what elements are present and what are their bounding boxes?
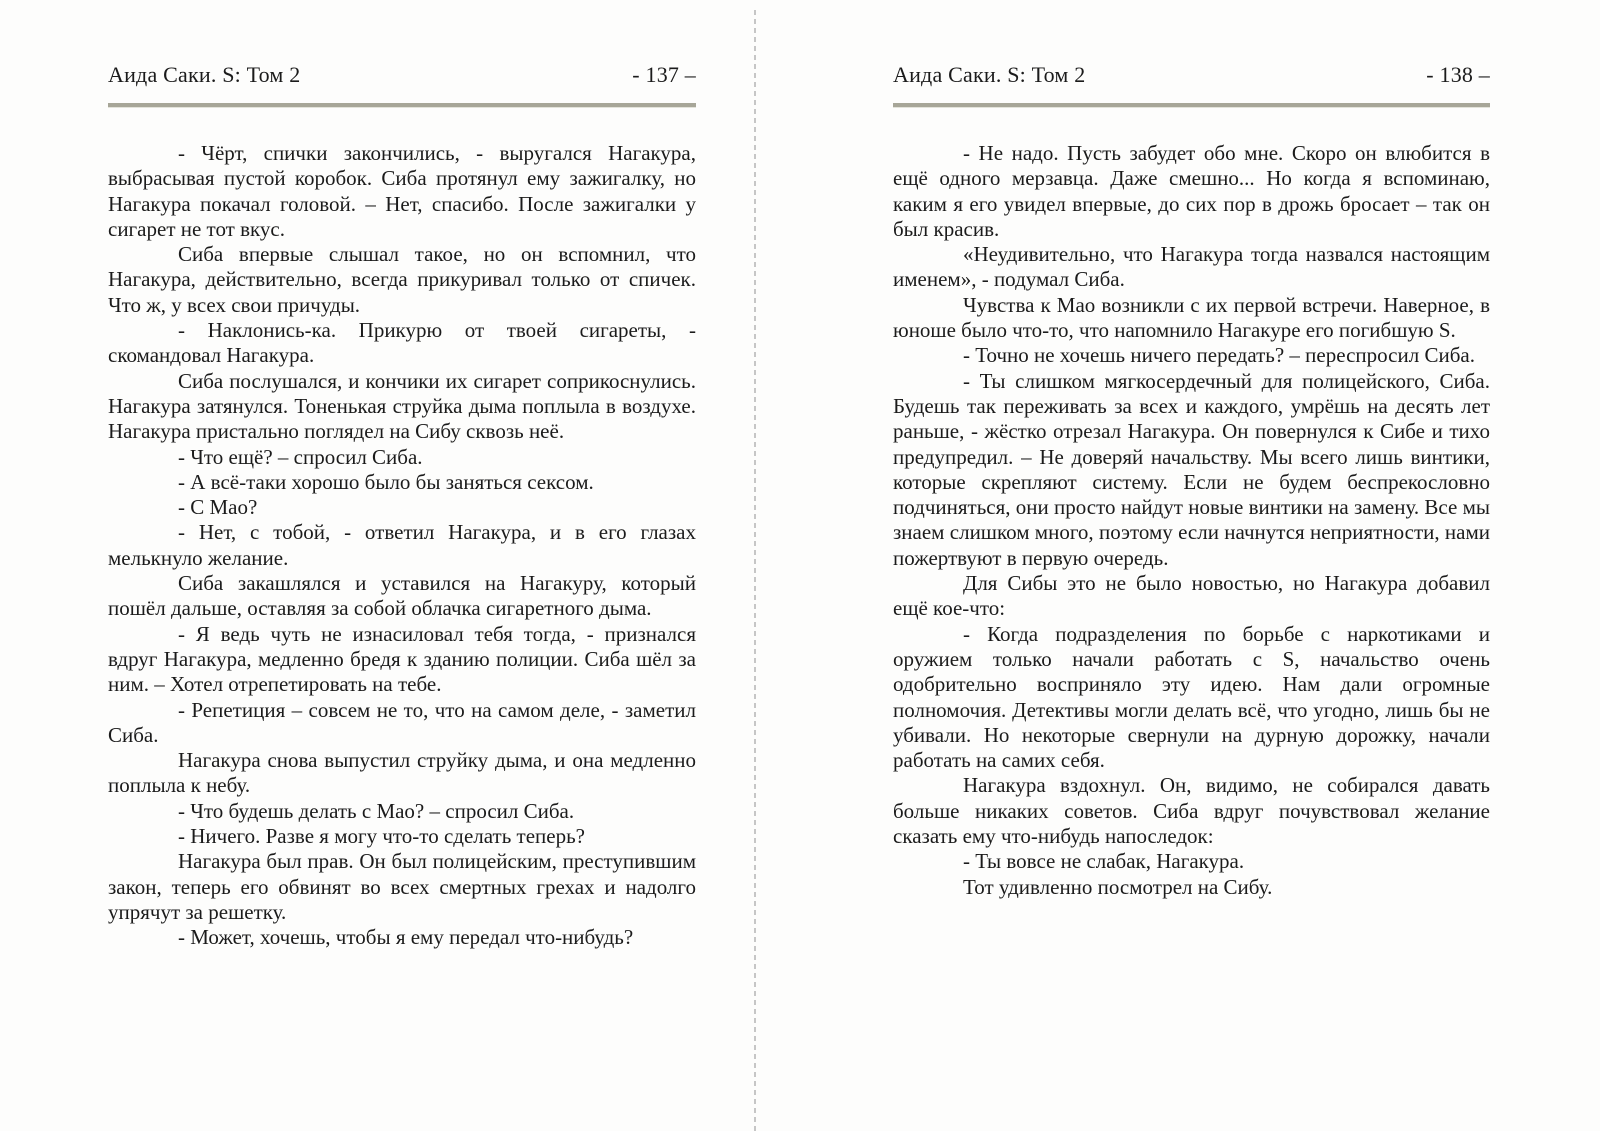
paragraph: - Репетиция – совсем не то, что на самом деле, - заметил Сиба. xyxy=(108,697,696,747)
running-title: Аида Саки. S: Том 2 xyxy=(108,62,301,87)
paragraph: Нагакура был прав. Он был полицейским, преступившим закон, теперь его обвинят во всех смертных грехах и надолго упрячут за решетку. xyxy=(108,849,696,924)
header-rule xyxy=(108,103,696,108)
running-title: Аида Саки. S: Том 2 xyxy=(893,62,1086,87)
paragraph: - Я ведь чуть не изнасиловал тебя тогда, - признался вдруг Нагакура, медленно бредя к зданию полиции. Сиба шёл за ним. – Хотел отрепетировать на тебе. xyxy=(108,621,696,697)
paragraph: Нагакура вздохнул. Он, видимо, не собирался давать больше никаких советов. Сиба вдруг почувствовал желание сказать ему что-нибудь напоследок: xyxy=(893,773,1490,849)
left-page-header xyxy=(108,0,696,88)
paragraph: - Что будешь делать с Мао? – спросил Сиба. xyxy=(178,798,575,823)
paragraph: - Точно не хочешь ничего передать? – переспросил Сиба. xyxy=(963,343,1475,368)
page-divider xyxy=(754,10,756,1131)
right-page xyxy=(893,0,1490,900)
paragraph: - Когда подразделения по борьбе с наркотиками и оружием только начали работать с S, начальство очень одобрительно восприняло эту идею. Нам дали огромные полномочия. Детективы могли делать всё, что угодно, лишь бы не убивали. Но некоторые свернули на дурную дорожку, начали работать на самих себя. xyxy=(893,621,1490,773)
paragraph: Для Сибы это не было новостью, но Нагакура добавил ещё кое-что: xyxy=(893,571,1490,621)
paragraph: - Не надо. Пусть забудет обо мне. Скоро он влюбится в ещё одного мерзавца. Даже смешно... Но когда я вспоминаю, каким я его увидел впервые, до сих пор в дрожь бросает – так он был красив. xyxy=(893,141,1490,241)
paragraph: Сиба послушался, и кончики их сигарет соприкоснулись. Нагакура затянулся. Тоненькая струйка дыма поплыла в воздухе. Нагакура пристально поглядел на Сибу сквозь неё. xyxy=(108,368,696,444)
paragraph: - Что ещё? – спросил Сиба. xyxy=(178,444,423,469)
right-page-header xyxy=(893,0,1490,88)
page-number: - 137 – xyxy=(632,62,696,87)
paragraph: - Наклонись-ка. Прикурю от твоей сигареты, - скомандовал Нагакура. xyxy=(108,318,696,368)
paragraph: - Чёрт, спички закончились, - выругался Нагакура, выбрасывая пустой коробок. Сиба протянул ему зажигалку, но Нагакура покачал головой. – Нет, спасибо. После зажигалки у сигарет не тот вкус. xyxy=(108,141,696,241)
page-number: - 138 – xyxy=(1426,62,1490,87)
paragraph: - Может, хочешь, чтобы я ему передал что-нибудь? xyxy=(178,925,634,950)
left-page xyxy=(108,0,696,951)
paragraph: Чувства к Мао возникли с их первой встречи. Наверное, в юноше было что-то, что напомнило Нагакуре его погибшую S. xyxy=(893,292,1490,343)
paragraph: - Ничего. Разве я могу что-то сделать теперь? xyxy=(178,824,585,849)
paragraph: - Нет, с тобой, - ответил Нагакура, и в его глазах мелькнуло желание. xyxy=(108,520,696,570)
right-page-body xyxy=(893,141,1490,900)
paragraph: - Ты слишком мягкосердечный для полицейского, Сиба. Будешь так переживать за всех и каждого, умрёшь на десять лет раньше, - жёстко отрезал Нагакура. Он повернулся к Сибе и тихо предупредил. – Не доверяй начальству. Мы всего лишь винтики, которые скрепляют систему. Если не будем беспрекословно подчиняться, они просто найдут новые винтики на замену. Все мы знаем слишком много, поэтому если начнутся неприятности, нами пожертвуют в первую очередь. xyxy=(893,368,1490,570)
header-rule xyxy=(893,103,1490,108)
left-page-body xyxy=(108,141,696,951)
paragraph: - Ты вовсе не слабак, Нагакура. xyxy=(963,849,1245,874)
paragraph: - С Мао? xyxy=(178,495,258,520)
paragraph: Нагакура снова выпустил струйку дыма, и она медленно поплыла к небу. xyxy=(108,748,696,798)
paragraph: Сиба впервые слышал такое, но он вспомнил, что Нагакура, действительно, всегда прикуривал только от спичек. Что ж, у всех свои причуды. xyxy=(108,242,696,317)
paragraph: - А всё-таки хорошо было бы заняться сексом. xyxy=(178,469,594,494)
paragraph: Тот удивленно посмотрел на Сибу. xyxy=(963,874,1273,899)
paragraph: «Неудивительно, что Нагакура тогда назвался настоящим именем», - подумал Сиба. xyxy=(893,242,1490,292)
paragraph: Сиба закашлялся и уставился на Нагакуру, который пошёл дальше, оставляя за собой облачка сигаретного дыма. xyxy=(108,571,696,621)
